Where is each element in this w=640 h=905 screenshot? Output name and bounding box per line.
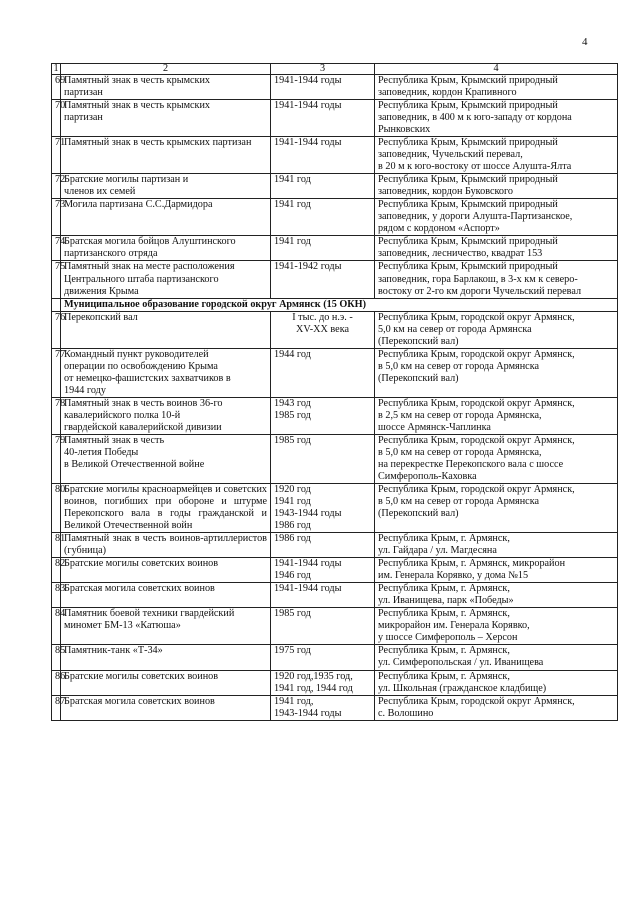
monuments-table	[51, 63, 618, 721]
row-number: 71	[52, 137, 61, 174]
cell-line: партизанского отряда	[64, 248, 158, 260]
table-row	[52, 100, 618, 137]
monument-name-cell	[61, 695, 271, 720]
location-cell	[375, 695, 618, 720]
cell-line: Республика Крым, Крымский природный	[378, 261, 558, 273]
table-row	[52, 670, 618, 695]
row-number: 78	[52, 397, 61, 434]
monument-name-cell	[61, 199, 271, 236]
cell-line: в 5,0 км на север от города Армянска	[378, 360, 540, 372]
table-row	[52, 75, 618, 100]
cell-line: Памятный знак на месте расположения	[64, 261, 235, 273]
cell-line: 1941-1944 годы	[274, 583, 342, 595]
cell-line: с. Волошино	[378, 707, 434, 719]
location-cell	[375, 348, 618, 397]
dates-cell	[271, 348, 375, 397]
section-row	[52, 298, 618, 311]
monument-name-cell	[61, 608, 271, 645]
cell-line: Памятник-танк «Т-34»	[64, 645, 163, 657]
cell-line: кавалерийского полка 10-й	[64, 409, 181, 421]
cell-line: 5,0 км на север от города Армянска	[378, 323, 532, 335]
monument-name-cell	[61, 583, 271, 608]
page-number: 4	[582, 36, 588, 48]
monument-name-cell	[61, 137, 271, 174]
cell-line: в 5,0 км на север от города Армянска,	[378, 446, 542, 458]
row-number: 79	[52, 434, 61, 483]
row-number: 74	[52, 236, 61, 261]
cell-line: Братские могилы советских воинов	[64, 558, 219, 570]
table-row	[52, 199, 618, 236]
row-number: 81	[52, 533, 61, 558]
cell-line: 1941-1944 годы	[274, 75, 342, 86]
cell-line: 1941 год	[274, 174, 311, 186]
row-number: 69	[52, 75, 61, 100]
row-number: 70	[52, 100, 61, 137]
cell-line: (Перекопский вал)	[378, 372, 459, 384]
location-cell	[375, 261, 618, 298]
cell-line: 1941 год	[274, 496, 311, 508]
cell-line: 1941-1942 годы	[274, 261, 342, 273]
cell-line: в 20 м к юго-востоку от шоссе Алушта-Ялта	[378, 161, 572, 173]
cell-line: Республика Крым, Крымский природный	[378, 100, 558, 112]
section-number-cell	[52, 298, 61, 311]
dates-cell	[271, 583, 375, 608]
cell-line: Республика Крым, Крымский природный	[378, 199, 558, 211]
cell-line: Памятный знак в честь воинов 36-го	[64, 397, 223, 409]
dates-cell	[271, 608, 375, 645]
dates-cell	[271, 199, 375, 236]
monument-name-cell	[61, 397, 271, 434]
cell-line: 1943-1944 годы	[274, 707, 342, 719]
cell-line: 1920 год	[274, 484, 311, 496]
cell-line: Республика Крым, городской округ Армянск,	[378, 434, 575, 446]
cell-line: (Перекопский вал)	[378, 508, 459, 520]
cell-line: Могила партизана С.С.Дармидора	[64, 199, 213, 211]
monument-name-cell	[61, 236, 271, 261]
cell-line: 1985 год	[274, 409, 311, 421]
cell-line: 1941 год,	[274, 695, 314, 707]
cell-line: 1941-1944 годы	[274, 558, 342, 570]
row-number: 77	[52, 348, 61, 397]
cell-line: востоку от 2-го км дороги Чучельский перевал	[378, 285, 582, 297]
cell-line: Республика Крым, городской округ Армянск,	[378, 311, 575, 323]
cell-line: Памятный знак в честь крымских партизан	[64, 137, 252, 149]
table-row	[52, 174, 618, 199]
cell-line: 1986 год	[274, 533, 311, 545]
cell-line: в 2,5 км на север от города Армянска,	[378, 409, 542, 421]
column-header: 1	[53, 63, 59, 74]
cell-line: Республика Крым, г. Армянск,	[378, 608, 510, 620]
cell-line: 1943-1944 годы	[274, 508, 342, 520]
monument-name-cell	[61, 484, 271, 533]
section-title: Муниципальное образование городской округ Армянск (15 ОКН)	[61, 298, 618, 311]
cell-line: Братские могилы красноармейцев и советских воинов, погибших при обороне и штурме Перекопского вала в годы гражданской и Великой Отечественной войн	[64, 484, 267, 532]
location-cell	[375, 174, 618, 199]
cell-line: заповедник, лесничество, квадрат 153	[378, 248, 543, 260]
cell-line: партизан	[64, 87, 103, 99]
location-cell	[375, 645, 618, 670]
dates-cell	[271, 434, 375, 483]
cell-line: (Перекопский вал)	[378, 335, 459, 347]
cell-line: 40-летия Победы	[64, 446, 139, 458]
table-row	[52, 348, 618, 397]
row-number: 83	[52, 583, 61, 608]
monument-name-cell	[61, 174, 271, 199]
dates-cell	[271, 236, 375, 261]
cell-line: Братская могила советских воинов	[64, 583, 215, 595]
cell-line: Республика Крым, г. Армянск,	[378, 670, 510, 682]
dates-cell	[271, 670, 375, 695]
cell-line: Памятный знак в честь крымских	[64, 100, 211, 112]
location-cell	[375, 137, 618, 174]
cell-line: 1941 год	[274, 236, 311, 248]
location-cell	[375, 558, 618, 583]
cell-line: 1941-1944 годы	[274, 100, 342, 112]
cell-line: у шоссе Симферополь – Херсон	[378, 632, 518, 644]
cell-line: заповедник, в 400 м к юго-западу от кордона	[378, 112, 572, 124]
cell-line: Республика Крым, г. Армянск,	[378, 533, 510, 545]
table-row	[52, 434, 618, 483]
cell-line: микрорайон им. Генерала Корявко,	[378, 620, 530, 632]
cell-line: заповедник, Чучельский перевал,	[378, 149, 523, 161]
column-header: 2	[61, 64, 271, 75]
table-row	[52, 533, 618, 558]
table-row	[52, 137, 618, 174]
location-cell	[375, 311, 618, 348]
cell-line: ул. Гайдара / ул. Магдесяна	[378, 545, 497, 557]
cell-line: Братская могила бойцов Алуштинского	[64, 236, 236, 248]
monument-name-cell	[61, 100, 271, 137]
cell-line: в 5,0 км на север от города Армянска	[378, 496, 540, 508]
cell-line: от немецко-фашистских захватчиков в	[64, 372, 231, 384]
table-row	[52, 558, 618, 583]
cell-line: Республика Крым, г. Армянск,	[378, 645, 510, 657]
dates-cell	[271, 261, 375, 298]
table-row	[52, 261, 618, 298]
cell-line: рядом с кордоном «Аспорт»	[378, 223, 500, 235]
location-cell	[375, 199, 618, 236]
row-number: 87	[52, 695, 61, 720]
monument-name-cell	[61, 75, 271, 100]
location-cell	[375, 434, 618, 483]
cell-line: им. Генерала Корявко, у дома №15	[378, 570, 529, 582]
cell-line: операции по освобождению Крыма	[64, 360, 218, 372]
cell-line: заповедник, у дороги Алушта-Партизанское,	[378, 211, 573, 223]
cell-line: Республика Крым, г. Армянск, микрорайон	[378, 558, 566, 570]
cell-line: Республика Крым, Крымский природный	[378, 137, 558, 149]
cell-line: Братские могилы советских воинов	[64, 670, 219, 682]
cell-line: ул. Иванищева, парк «Победы»	[378, 595, 514, 607]
table-row	[52, 695, 618, 720]
table-row	[52, 236, 618, 261]
row-number: 82	[52, 558, 61, 583]
dates-cell	[271, 75, 375, 100]
cell-line: 1944 году	[64, 384, 106, 396]
monument-name-cell	[61, 645, 271, 670]
table-row	[52, 645, 618, 670]
cell-line: Памятный знак в честь воинов-артиллеристов (губница)	[64, 533, 267, 557]
cell-line: ул. Школьная (гражданское кладбище)	[378, 682, 547, 694]
location-cell	[375, 533, 618, 558]
dates-cell	[271, 558, 375, 583]
table-row	[52, 397, 618, 434]
monument-name-cell	[61, 261, 271, 298]
cell-line: 1985 год	[274, 608, 311, 620]
cell-line: 1941 год	[274, 199, 311, 211]
cell-line: заповедник, кордон Крапивного	[378, 87, 517, 99]
cell-line: движения Крыма	[64, 285, 139, 297]
monument-name-cell	[61, 348, 271, 397]
cell-line: Памятный знак в честь крымских	[64, 75, 211, 86]
dates-cell	[271, 695, 375, 720]
dates-cell	[271, 484, 375, 533]
cell-line: Братская могила советских воинов	[64, 695, 215, 707]
table-body	[52, 75, 618, 721]
table-row	[52, 311, 618, 348]
cell-line: 1941-1944 годы	[274, 137, 342, 149]
table-header	[52, 64, 618, 75]
cell-line: I тыс. до н.э. -	[292, 311, 353, 323]
row-number: 86	[52, 670, 61, 695]
monument-name-cell	[61, 434, 271, 483]
cell-line: 1944 год	[274, 348, 311, 360]
cell-line: Республика Крым, городской округ Армянск,	[378, 484, 575, 496]
cell-line: 1975 год	[274, 645, 311, 657]
dates-cell	[271, 397, 375, 434]
cell-line: Республика Крым, г. Армянск,	[378, 583, 510, 595]
dates-cell	[271, 311, 375, 348]
cell-line: Республика Крым, городской округ Армянск,	[378, 695, 575, 707]
location-cell	[375, 670, 618, 695]
dates-cell	[271, 533, 375, 558]
location-cell	[375, 583, 618, 608]
cell-line: Памятный знак в честь	[64, 434, 165, 446]
row-number: 75	[52, 261, 61, 298]
cell-line: Памятник боевой техники гвардейский	[64, 608, 235, 620]
location-cell	[375, 236, 618, 261]
row-number: 76	[52, 311, 61, 348]
dates-cell	[271, 174, 375, 199]
cell-line: партизан	[64, 112, 103, 124]
monument-name-cell	[61, 311, 271, 348]
cell-line: гвардейской кавалерийской дивизии	[64, 421, 222, 433]
cell-line: 1986 год	[274, 520, 311, 532]
cell-line: Командный пункт руководителей	[64, 348, 209, 360]
cell-line: 1946 год	[274, 570, 311, 582]
column-header: 3	[271, 64, 375, 75]
monument-name-cell	[61, 558, 271, 583]
cell-line: 1943 год	[274, 397, 311, 409]
cell-line: Республика Крым, городской округ Армянск,	[378, 348, 575, 360]
column-header: 4	[375, 64, 618, 75]
location-cell	[375, 75, 618, 100]
cell-line: 1941 год, 1944 год	[274, 682, 353, 694]
table-row	[52, 484, 618, 533]
row-number: 80	[52, 484, 61, 533]
dates-cell	[271, 100, 375, 137]
cell-line: 1985 год	[274, 434, 311, 446]
cell-line: Республика Крым, Крымский природный	[378, 236, 558, 248]
cell-line: ул. Симферопольская / ул. Иванищева	[378, 657, 544, 669]
cell-line: Рынковских	[378, 124, 431, 136]
cell-line: 1920 год,1935 год,	[274, 670, 353, 682]
cell-line: миномет БМ-13 «Катюша»	[64, 620, 181, 632]
location-cell	[375, 484, 618, 533]
cell-line: в Великой Отечественной войне	[64, 458, 205, 470]
dates-cell	[271, 645, 375, 670]
cell-line: на перекрестке Перекопского вала с шоссе	[378, 458, 564, 470]
monument-name-cell	[61, 670, 271, 695]
row-number: 85	[52, 645, 61, 670]
row-number: 73	[52, 199, 61, 236]
cell-line: Республика Крым, городской округ Армянск,	[378, 397, 575, 409]
cell-line: XV-XX века	[295, 323, 350, 335]
cell-line: Братские могилы партизан и	[64, 174, 189, 186]
monument-name-cell	[61, 533, 271, 558]
cell-line: членов их семей	[64, 186, 136, 198]
table-row	[52, 583, 618, 608]
dates-cell	[271, 137, 375, 174]
location-cell	[375, 100, 618, 137]
location-cell	[375, 608, 618, 645]
cell-line: Республика Крым, Крымский природный	[378, 75, 558, 86]
row-number: 84	[52, 608, 61, 645]
cell-line: Республика Крым, Крымский природный	[378, 174, 558, 186]
row-number: 72	[52, 174, 61, 199]
location-cell	[375, 397, 618, 434]
cell-line: Перекопский вал	[64, 311, 138, 323]
cell-line: заповедник, кордон Буковского	[378, 186, 514, 198]
cell-line: шоссе Армянск-Чаплинка	[378, 421, 491, 433]
cell-line: Центрального штаба партизанского	[64, 273, 219, 285]
table-row	[52, 608, 618, 645]
cell-line: Симферополь-Каховка	[378, 471, 477, 482]
cell-line: заповедник, гора Барлакош, в 3-х км к северо-	[378, 273, 578, 285]
